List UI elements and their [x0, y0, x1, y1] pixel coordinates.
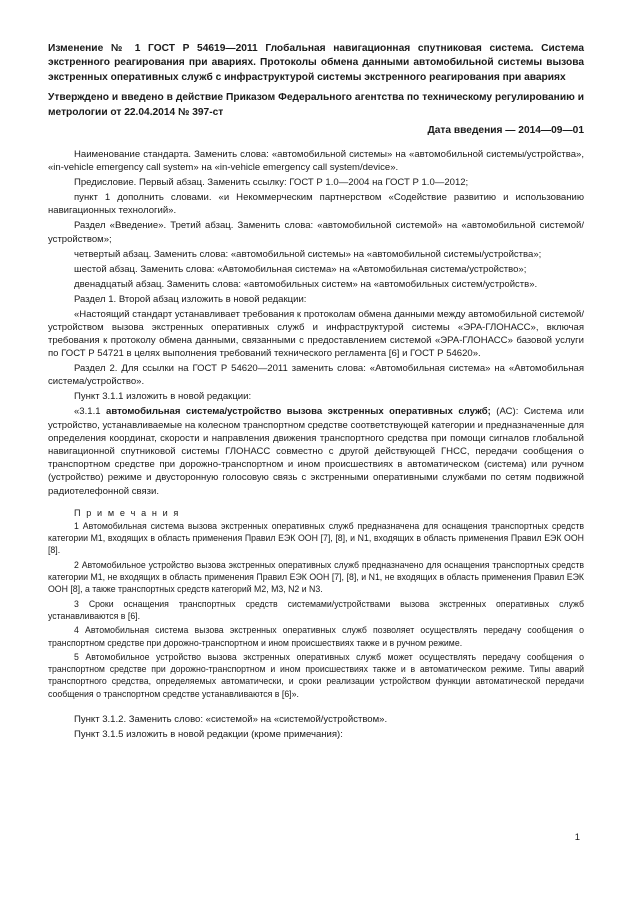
document-page	[48, 42, 584, 743]
notes-block	[48, 507, 584, 700]
note-item: 5 Автомобильное устройство вызова экстренных оперативных служб может осуществлять передачу сообщения о транспортном средстве при дорожно-транспортном и ином происшествиях также и в автоматическом режиме. Типы аварий транспортного средства, определяемых автоматически, и сроки реализации устройством функции автоматической передачи сообщения о транспортном средстве устанавливаются в [6]».	[48, 651, 584, 699]
paragraph: Раздел «Введение». Третий абзац. Заменить слова: «автомобильной системой» на «автомобильной системой/устройством»;	[48, 220, 584, 245]
note-item: 3 Сроки оснащения транспортных средств системами/устройствами вызова экстренных оперативных служб устанавливаются в [6].	[48, 598, 584, 621]
definition-paragraph	[48, 405, 584, 497]
note-item: 1 Автомобильная система вызова экстренных оперативных служб предназначена для оснащения транспортных средств категории М1, входящих в область применения Правил ЕЭК ООН [7], [8], и N1, входящих в область применения Правил ЕЭК ООН [8].	[48, 520, 584, 556]
closing-block	[48, 713, 584, 741]
paragraph: «Настоящий стандарт устанавливает требования к протоколам обмена данными между автомобильной системой/устройством вызова экстренных оперативных служб и инфраструктурой системы «ЭРА-ГЛОНАСС», включая требования к протоколу обмена данными, связанными с предоставлением системой «ЭРА-ГЛОНАСС» базовой услуги по ГОСТ Р 54721 в целях выполнения требований технического регламента [6] и ГОСТ Р 54620».	[48, 308, 584, 360]
amendment-body	[48, 148, 584, 498]
paragraph: Пункт 3.1.5 изложить в новой редакции (кроме примечания):	[74, 729, 343, 741]
page-number: 1	[574, 832, 580, 843]
amendment-title: Изменение № 1 ГОСТ Р 54619—2011 Глобальная навигационная спутниковая система. Система экстренного реагирования при авариях. Протоколы обмена данными автомобильной системы вызова экстренных оперативных служб с инфраструктурой системы экстренного реагирования при авариях	[48, 43, 584, 83]
paragraph: пункт 1 дополнить словами. «и Некоммерческим партнерством «Содействие развитию и использованию навигационных технологий».	[48, 192, 584, 217]
paragraph: двенадцатый абзац. Заменить слова: «автомобильных систем» на «автомобильных систем/устройств».	[74, 278, 538, 290]
approval-statement: Утверждено и введено в действие Приказом Федерального агентства по техническому регулированию и метрологии от 22.04.2014 № 397-ст	[48, 92, 584, 118]
note-item: 2 Автомобильное устройство вызова экстренных оперативных служб предназначено для оснащения транспортных средств категории М1, не входящих в область применения Правил ЕЭК ООН [7], [8], и N1, не входящих в область применения Правил ЕЭК ООН [8], а также транспортных средств категорий М2, М3, N2 и N3.	[48, 559, 584, 595]
paragraph: Раздел 1. Второй абзац изложить в новой редакции:	[74, 293, 307, 305]
paragraph: четвертый абзац. Заменить слова: «автомобильной системы» на «автомобильной системы/устройства»;	[74, 248, 542, 260]
note-item: 4 Автомобильная система вызова экстренных оперативных служб позволяет осуществлять передачу сообщения о транспортном средстве при дорожно-транспортном и ином происшествиях также и в ручном режиме.	[48, 625, 584, 648]
paragraph: Наименование стандарта. Заменить слова: «автомобильной системы» на «автомобильной системы/устройства», «in-vehicle emergency call system» на «in-vehicle emergency call system/device».	[48, 149, 584, 174]
definition-text: (АС): Система или устройство, устанавливаемые на колесном транспортном средстве соответствующей категории и предназначенные для определения координат, скорости и направления движения транспортного средства при помощи сигналов глобальной навигационной спутниковой системы ГЛОНАСС совместно с другой действующей ГНСС, передачи сообщения о транспортном средстве при дорожно-транспортном и ином происшествиях в автоматическом (система) или ручном (устройство) режиме и двусторонную голосовую связь с экстренными оперативными службами по сетям подвижной радиотелефонной связи.	[48, 406, 584, 497]
paragraph: Пункт 3.1.2. Заменить слово: «системой» на «системой/устройством».	[74, 714, 388, 726]
paragraph: Раздел 2. Для ссылки на ГОСТ Р 54620—2011 заменить слова: «Автомобильная система» на «Автомобильная система/устройство».	[48, 363, 584, 388]
definition-term: автомобильная система/устройство вызова экстренных оперативных служб;	[106, 406, 491, 418]
paragraph: Предисловие. Первый абзац. Заменить ссылку: ГОСТ Р 1.0—2004 на ГОСТ Р 1.0—2012;	[74, 177, 469, 189]
definition-lead: «3.1.1	[74, 406, 107, 418]
effective-date: Дата введения — 2014—09—01	[427, 125, 584, 137]
paragraph: Пункт 3.1.1 изложить в новой редакции:	[74, 391, 252, 403]
paragraph: шестой абзац. Заменить слова: «Автомобильная система» на «Автомобильная система/устройство»;	[74, 263, 527, 275]
notes-title: П р и м е ч а н и я	[74, 507, 180, 518]
